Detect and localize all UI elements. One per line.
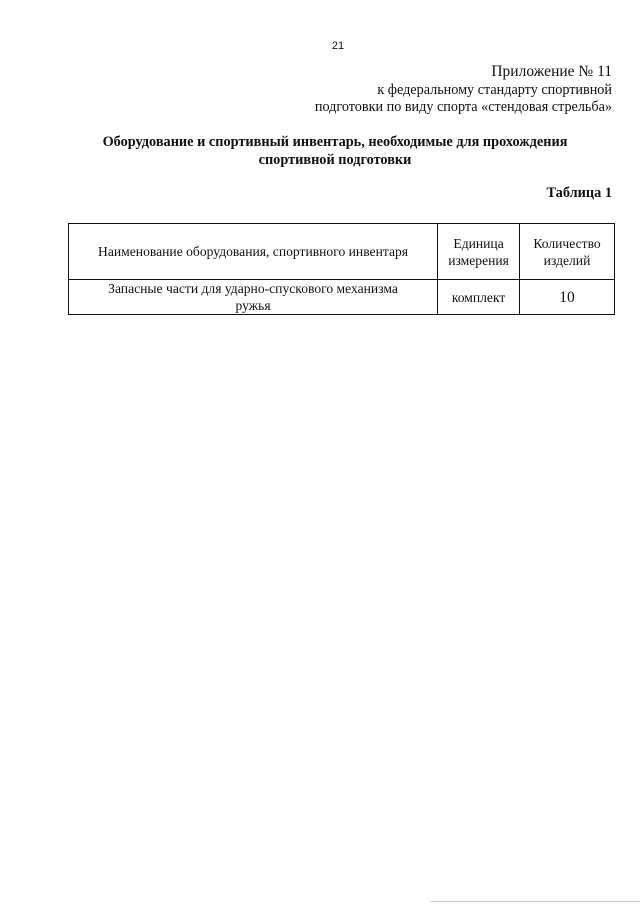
- header-quantity-line-1: Количество: [533, 235, 601, 251]
- document-title-line-2: спортивной подготовки: [258, 152, 412, 168]
- cell-name-line-1: Запасные части для ударно-спускового механизма: [108, 281, 398, 296]
- scan-edge-line: [430, 901, 640, 902]
- header-unit-line-2: измерения: [448, 252, 509, 268]
- table-label: Таблица 1: [546, 185, 612, 201]
- cell-name-line-2: ружья: [235, 298, 271, 313]
- header-name-text: Наименование оборудования, спортивного инвентаря: [98, 244, 409, 259]
- appendix-header: [192, 63, 612, 117]
- table-row: [69, 280, 615, 315]
- header-name: [69, 224, 438, 280]
- document-title-line-1: Оборудование и спортивный инвентарь, необходимые для прохождения: [102, 134, 568, 150]
- equipment-table: [68, 223, 615, 315]
- cell-unit: комплект: [438, 280, 520, 315]
- table-header-row: [69, 224, 615, 280]
- document-title: [40, 133, 630, 169]
- header-quantity: [520, 224, 615, 280]
- appendix-number: Приложение № 11: [491, 63, 612, 80]
- page-number: 21: [331, 40, 345, 52]
- cell-name: [69, 280, 438, 315]
- appendix-reference-line: к федеральному стандарту спортивной: [377, 81, 612, 98]
- header-unit: [438, 224, 520, 280]
- cell-quantity: 10: [520, 280, 615, 315]
- appendix-sport-line: подготовки по виду спорта «стендовая стрельба»: [314, 99, 612, 116]
- header-quantity-line-2: изделий: [543, 252, 591, 268]
- header-unit-line-1: Единица: [453, 235, 504, 251]
